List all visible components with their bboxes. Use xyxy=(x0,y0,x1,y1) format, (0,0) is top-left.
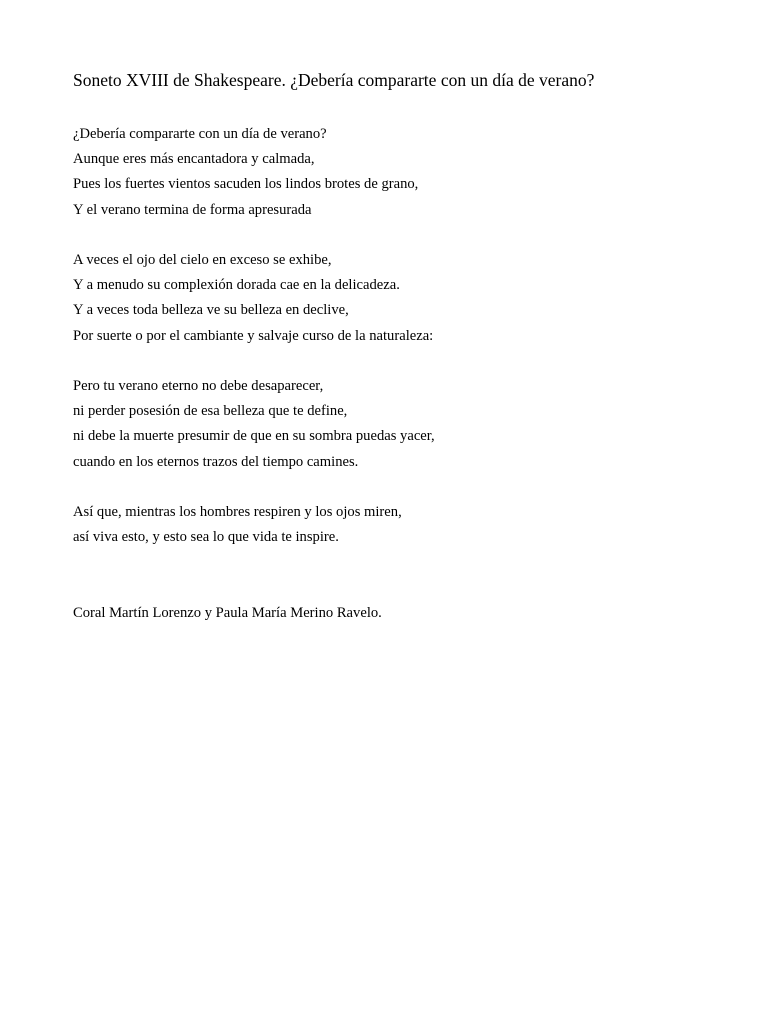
stanza-3 xyxy=(73,374,435,475)
poem-line: Así que, mientras los hombres respiren y los ojos miren, xyxy=(73,504,402,520)
poem-title: Soneto XVIII de Shakespeare. ¿Debería compararte con un día de verano? xyxy=(73,70,595,90)
stanza-4 xyxy=(73,500,402,550)
poem-line: ni debe la muerte presumir de que en su sombra puedas yacer, xyxy=(73,428,435,445)
stanza-2 xyxy=(73,248,433,349)
poem-line: Y a menudo su complexión dorada cae en la delicadeza. xyxy=(73,277,400,294)
poem-line: Pues los fuertes vientos sacuden los lindos brotes de grano, xyxy=(73,176,419,193)
poem-line: Por suerte o por el cambiante y salvaje curso de la naturaleza: xyxy=(73,327,434,344)
poem-line: Y a veces toda belleza ve su belleza en declive, xyxy=(73,302,349,319)
author-signature: Coral Martín Lorenzo y Paula María Merino Ravelo. xyxy=(73,605,382,621)
poem-line: ni perder posesión de esa belleza que te define, xyxy=(73,403,348,420)
poem-line: así viva esto, y esto sea lo que vida te inspire. xyxy=(73,529,339,546)
poem-line: ¿Debería compararte con un día de verano? xyxy=(73,126,327,142)
stanza-1 xyxy=(73,122,418,223)
poem-line: A veces el ojo del cielo en exceso se exhibe, xyxy=(73,252,332,268)
poem-line: Pero tu verano eterno no debe desaparecer, xyxy=(73,378,324,394)
poem-line: Aunque eres más encantadora y calmada, xyxy=(73,151,315,168)
poem-line: Y el verano termina de forma apresurada xyxy=(73,201,312,218)
poem-line: cuando en los eternos trazos del tiempo camines. xyxy=(73,453,359,470)
